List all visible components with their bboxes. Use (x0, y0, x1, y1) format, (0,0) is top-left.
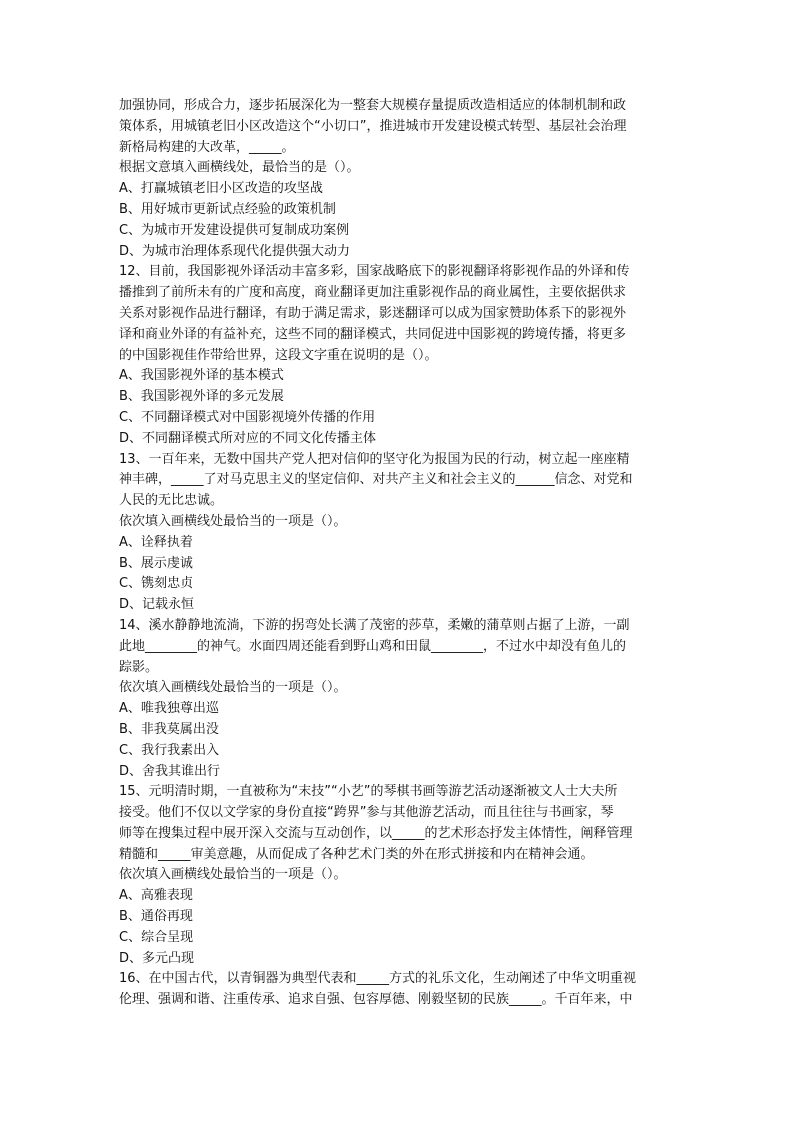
text-line: A、高雅表现 (119, 888, 193, 904)
text-line: A、打赢城镇老旧小区改造的攻坚战 (119, 181, 323, 197)
text-line: D、舍我其谁出行 (119, 763, 221, 779)
text-line: 的中国影视佳作带给世界，这段文字重在说明的是（）。 (119, 347, 438, 363)
text-line: 踪影。 (119, 659, 159, 675)
text-line: 接受。他们不仅以文学家的身份直接“跨界”参与其他游艺活动，而且往往与书画家，琴 (119, 805, 614, 821)
text-line: 精髓和_____审美意趣，从而促成了各种艺术门类的外在形式拼接和内在精神会通。 (119, 846, 594, 862)
text-line: 14、溪水静静地流淌，下游的拐弯处长满了茂密的莎草，柔嫩的蒲草则占据了上游，一副 (119, 617, 630, 633)
text-line: 师等在搜集过程中展开深入交流与互动创作，以_____的艺术形态抒发主体情性，阐释管理 (119, 825, 633, 841)
text-line: C、不同翻译模式对中国影视境外传播的作用 (119, 409, 376, 425)
text-line: 根据文意填入画横线处，最恰当的是（）。 (119, 160, 360, 176)
text-line: 12、目前，我国影视外译活动丰富多彩，国家战略底下的影视翻译将影视作品的外译和传 (119, 264, 630, 280)
text-line: 人民的无比忠诚。 (119, 493, 224, 509)
text-line: 策体系，用城镇老旧小区改造这个“小切口”，推进城市开发建设模式转型、基层社会治理 (119, 118, 627, 134)
text-line: A、诠释执着 (119, 534, 193, 550)
text-line: 13、一百年来，无数中国共产党人把对信仰的坚守化为报国为民的行动，树立起一座座精 (119, 451, 630, 467)
text-line: 神丰碑，_____了对马克思主义的坚定信仰、对共产主义和社会主义的______信念、对党和 (119, 472, 633, 488)
text-line: 新格局构建的大改革，_____。 (119, 139, 295, 155)
text-line: 依次填入画横线处最恰当的一项是（）。 (119, 867, 347, 883)
text-line: 关系对影视作品进行翻译，有助于满足需求，影迷翻译可以成为国家赞助体系下的影视外 (119, 305, 627, 321)
text-line: 此地________的神气。水面四周还能看到野山鸡和田鼠________，不过水中却没有鱼儿的 (119, 638, 627, 654)
text-line: D、不同翻译模式所对应的不同文化传播主体 (119, 430, 377, 446)
text-line: B、非我莫属出没 (119, 721, 219, 737)
text-line: B、我国影视外译的多元发展 (119, 389, 284, 405)
text-line: B、通俗再现 (119, 909, 193, 925)
text-line: A、我国影视外译的基本模式 (119, 368, 284, 384)
text-line: 播推到了前所未有的广度和高度，商业翻译更加注重影视作品的商业属性，主要依据供求 (119, 285, 627, 301)
text-line: D、记载永恒 (119, 597, 195, 613)
text-line: C、综合呈现 (119, 929, 194, 945)
text-line: 译和商业外译的有益补充，这些不同的翻译模式，共同促进中国影视的跨境传播，将更多 (119, 326, 627, 342)
text-line: B、用好城市更新试点经验的政策机制 (119, 201, 336, 217)
text-line: 依次填入画横线处最恰当的一项是（）。 (119, 680, 347, 696)
text-line: A、唯我独尊出巡 (119, 701, 219, 717)
text-line: B、展示虔诚 (119, 555, 193, 571)
text-line: 15、元明清时期，一直被称为“末技”“小艺”的琴棋书画等游艺活动逐渐被文人士大夫所 (119, 784, 618, 800)
text-line: 16、在中国古代，以青铜器为典型代表和_____方式的礼乐文化，生动阐述了中华文明重视 (119, 971, 637, 987)
text-line: 加强协同，形成合力，逐步拓展深化为一整套大规模存量提质改造相适应的体制机制和政 (119, 98, 627, 113)
text-line: C、我行我素出入 (119, 742, 220, 758)
text-line: 依次填入画横线处最恰当的一项是（）。 (119, 513, 347, 529)
text-line: C、镌刻忠贞 (119, 576, 194, 592)
text-line: C、为城市开发建设提供可复制成功案例 (119, 222, 350, 238)
text-line: D、多元凸现 (119, 950, 195, 966)
document-body (119, 96, 677, 1011)
text-line: D、为城市治理体系现代化提供强大动力 (119, 243, 351, 259)
text-line: 伦理、强调和谐、注重传承、追求自强、包容厚德、刚毅坚韧的民族_____。千百年来，中 (119, 992, 633, 1008)
